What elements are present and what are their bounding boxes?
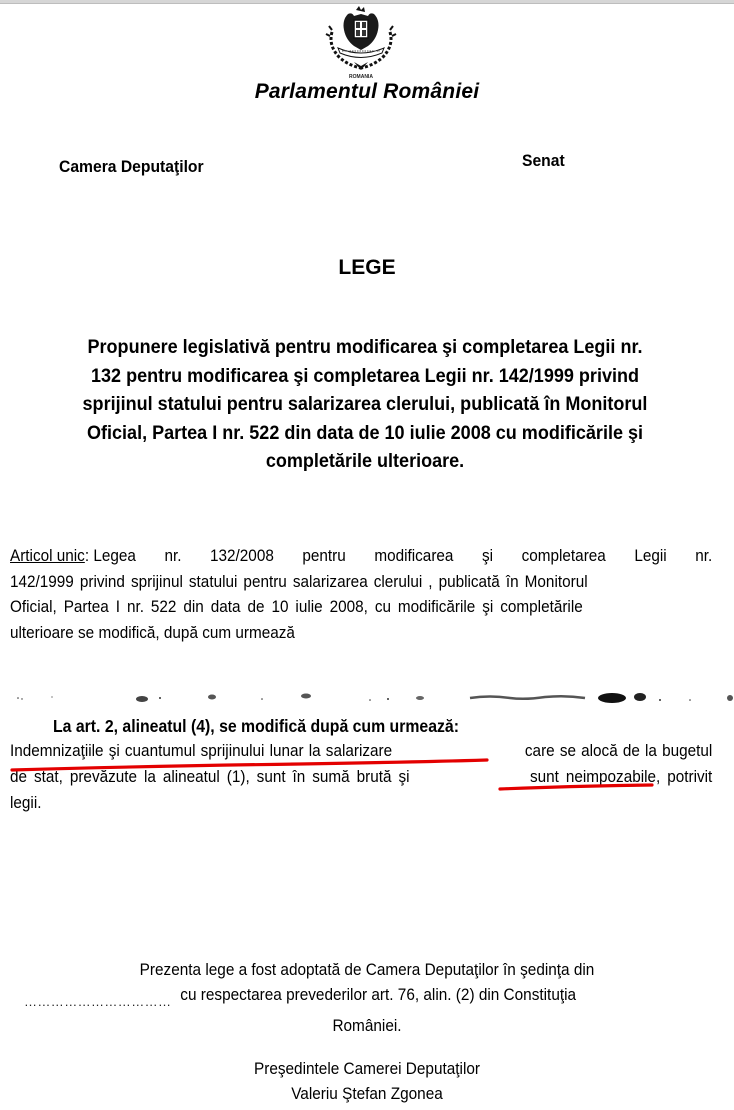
article-line-2: 142/1999 privind sprijinul statului pentru salarizarea clerului , publicată în Monitorul: [10, 571, 588, 591]
article-label: Articol unic: [10, 546, 85, 565]
proposal-line: Oficial, Partea I nr. 522 din data de 10 iulie 2008 cu modificările şi: [86, 421, 644, 444]
adoption-line-2: …………………………… cu respectarea prevederilor art. 76, alin. (2) din Constituţia: [0, 983, 734, 1014]
modification-line-1: Indemnizaţiile şi cuantumul sprijinului lunar la salarizare care se alocă de la bugetul: [10, 738, 712, 764]
eagle-crest-icon: [318, 4, 404, 80]
modification-heading: La art. 2, alineatul (4), se modifică după cum urmează:: [53, 716, 459, 736]
adoption-statement: [0, 958, 734, 1039]
chamber-deputies-label: Camera Deputaţilor: [59, 158, 204, 176]
article-line-3: Oficial, Partea I nr. 522 din data de 10 iulie 2008, cu modificările şi completările: [10, 597, 583, 616]
article-unique-paragraph: [10, 543, 713, 645]
coat-of-arms-emblem: [318, 4, 404, 80]
highlighted-phrase-allowances: Indemnizaţiile şi cuantumul sprijinului lunar la salarizare: [10, 741, 393, 760]
modification-line-3: legii.: [10, 793, 42, 812]
article-line-1: Articol unic: Legea nr. 132/2008 pentru modificarea şi completarea Legii nr.: [10, 546, 713, 565]
highlighted-phrase-tax-exempt: sunt neimpozabile: [529, 767, 657, 786]
signature-block: [26, 1057, 709, 1107]
proposal-title: [40, 333, 690, 476]
signatory-title: Preşedintele Camerei Deputaţilor: [253, 1060, 481, 1078]
adoption-line-3: României.: [332, 1017, 402, 1035]
senate-label: Senat: [522, 152, 565, 170]
date-placeholder-dots: ……………………………: [24, 994, 172, 1009]
document-type-title: LEGE: [338, 256, 396, 279]
article-line-4: ulterioare se modifică, după cum urmează: [10, 622, 295, 642]
modification-paragraph: [10, 738, 713, 816]
modification-line-2: de stat, prevăzute la alineatul (1), sunt în sumă brută şi sunt neimpozabile, potrivit: [10, 767, 713, 786]
scan-noise-streak: [0, 688, 734, 710]
proposal-line: 132 pentru modificarea şi completarea Legii nr. 142/1999 privind: [90, 364, 640, 387]
adoption-line-1: Prezenta lege a fost adoptată de Camera Deputaţilor în şedinţa din: [139, 961, 595, 979]
proposal-line: completările ulterioare.: [265, 450, 465, 472]
proposal-line: Propunere legislativă pentru modificarea şi completarea Legii nr.: [87, 336, 643, 358]
signatory-name: Valeriu Ştefan Zgonea: [291, 1085, 443, 1103]
svg-text:ROMANIA: ROMANIA: [349, 74, 373, 80]
parliament-title: Parlamentul României: [254, 80, 480, 103]
proposal-line: sprijinul statului pentru salarizarea clerului, publicată în Monitorul: [82, 393, 648, 415]
